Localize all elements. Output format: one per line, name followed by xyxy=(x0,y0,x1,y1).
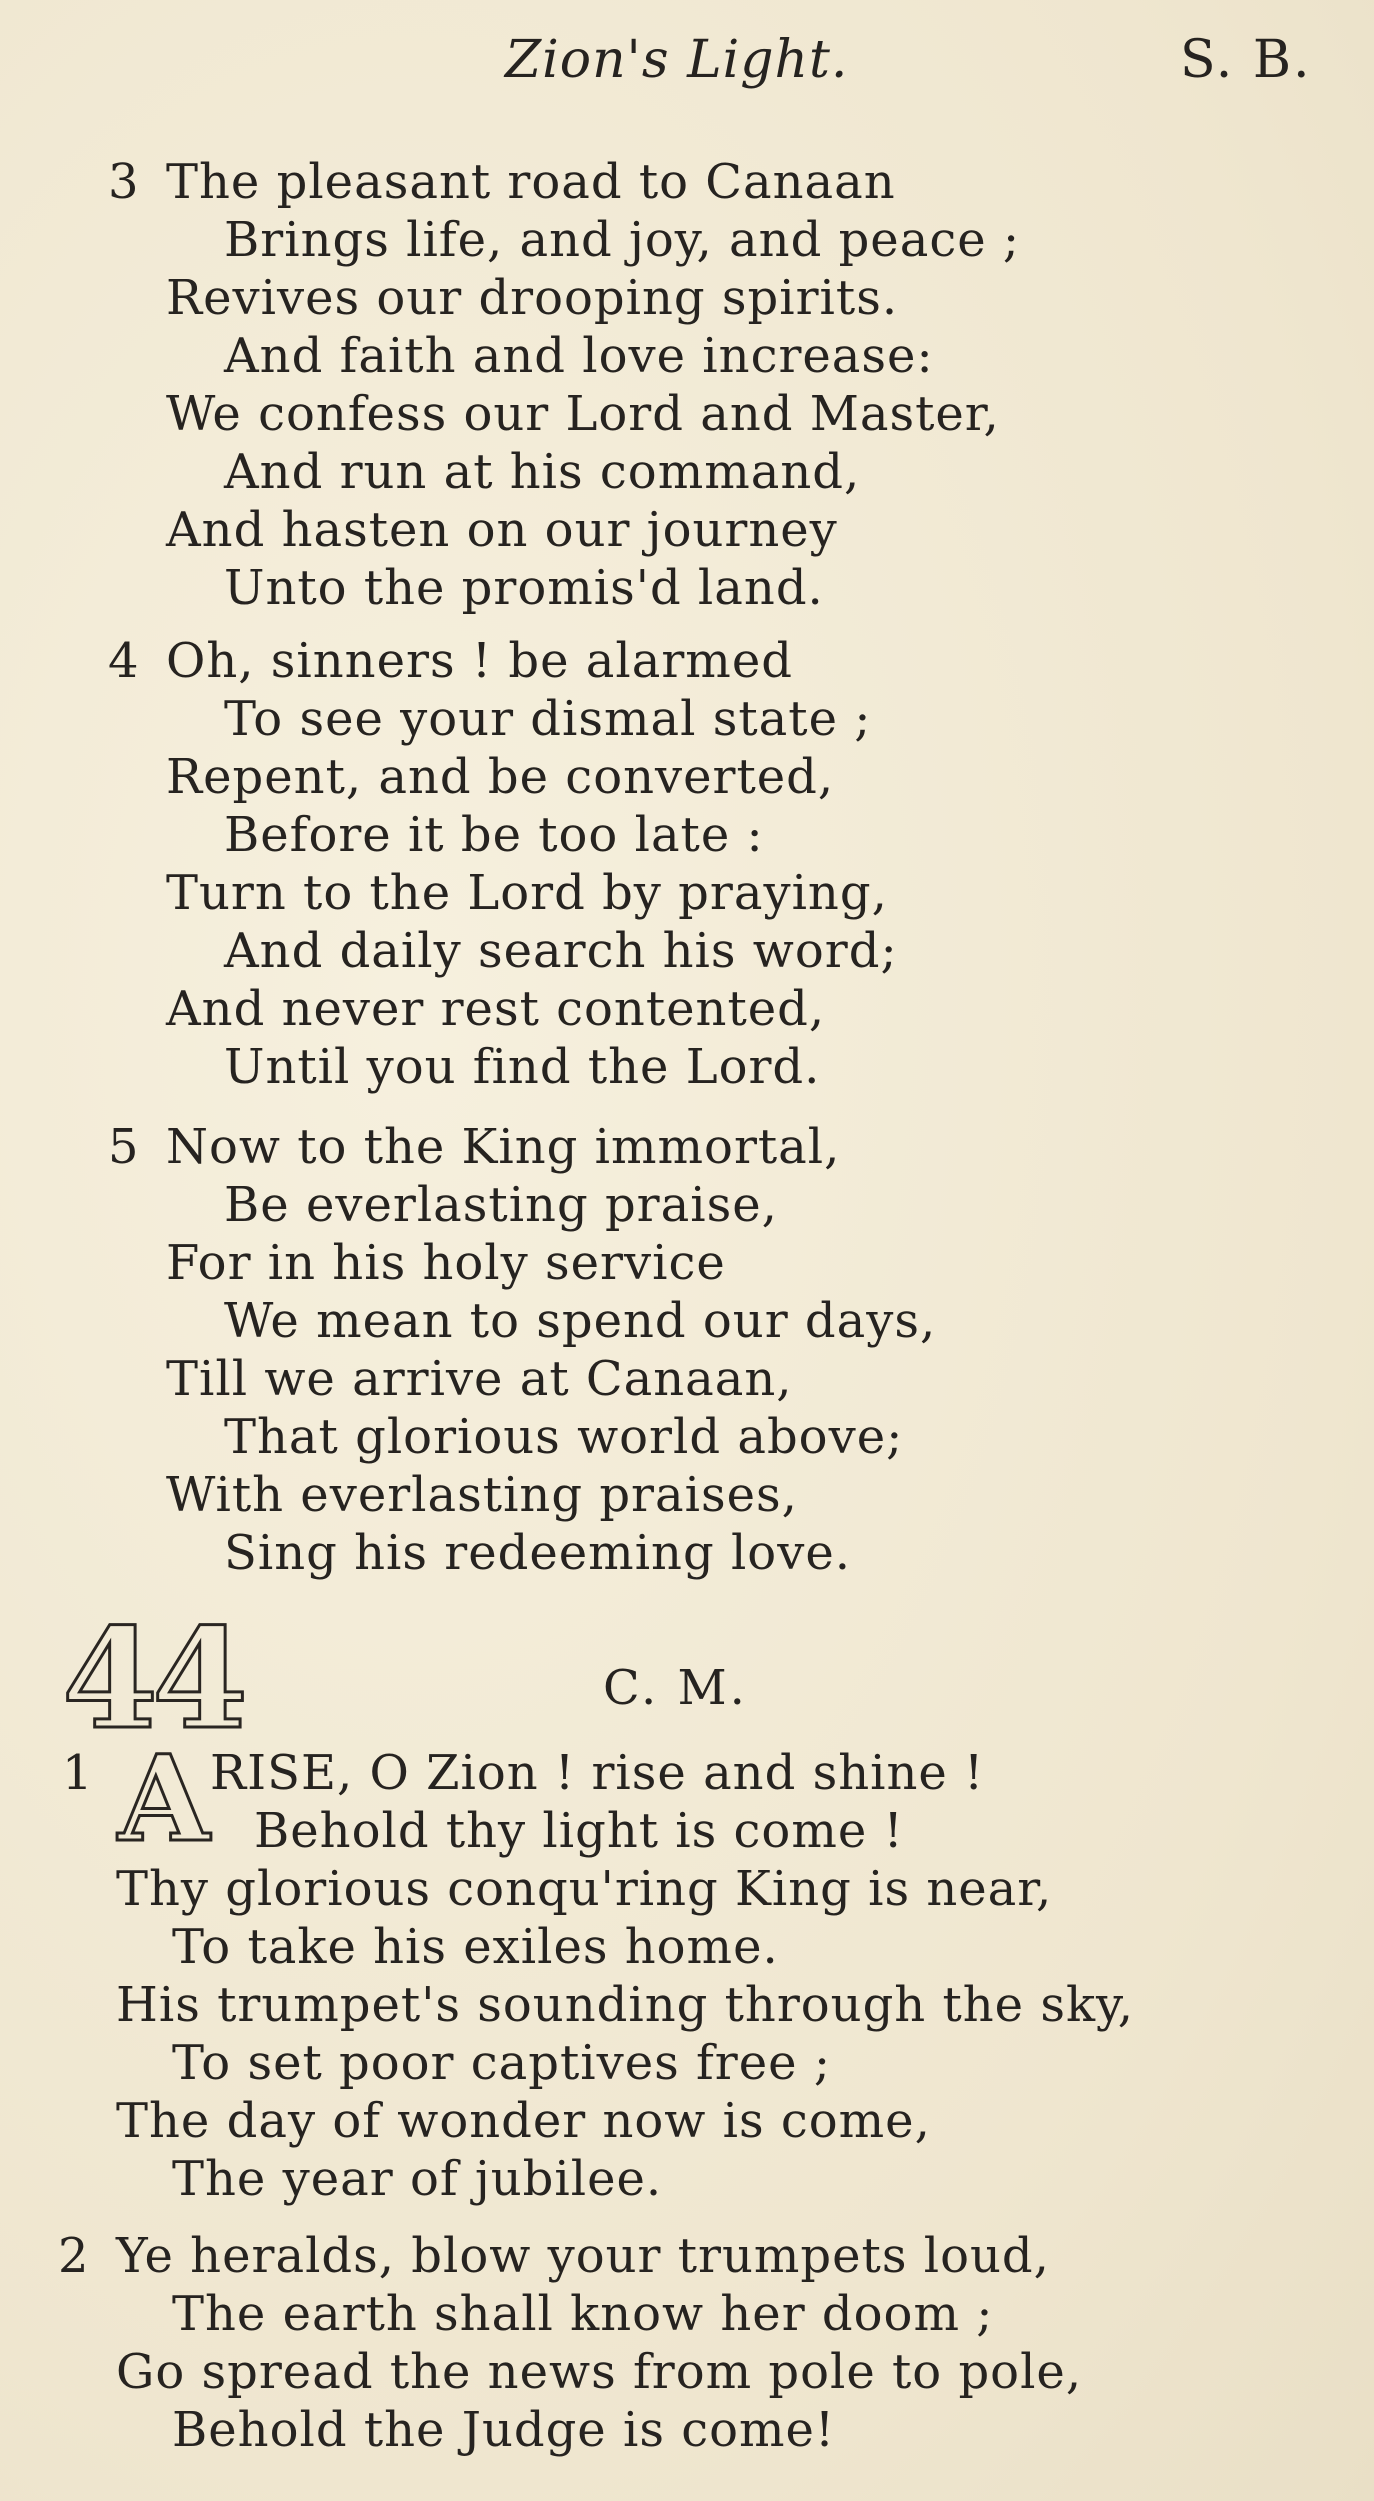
verse-line: With everlasting praises, xyxy=(166,1467,798,1523)
verse-line: Turn to the Lord by praying, xyxy=(166,865,888,921)
drop-cap: A xyxy=(118,1729,210,1868)
verse-line: Repent, and be converted, xyxy=(166,749,835,805)
verse-line: Be everlasting praise, xyxy=(224,1177,778,1233)
verse-line: Brings life, and joy, and peace ; xyxy=(224,212,1021,268)
verse-line: Behold the Judge is come! xyxy=(172,2402,836,2458)
hymn-number: 44 xyxy=(62,1597,243,1760)
verse-line: Now to the King immortal, xyxy=(166,1119,841,1175)
verse-line: And run at his command, xyxy=(224,444,861,500)
running-title: Zion's Light. xyxy=(505,30,849,90)
verse-line: To set poor captives free ; xyxy=(172,2035,831,2091)
verse-line: We mean to spend our days, xyxy=(224,1293,937,1349)
verse-line: For in his holy service xyxy=(166,1235,726,1291)
verse-line: The day of wonder now is come, xyxy=(116,2093,931,2149)
verse-line: And daily search his word; xyxy=(224,923,898,979)
verse-line: Before it be too late : xyxy=(224,807,764,863)
verse-line: Ye heralds, blow your trumpets loud, xyxy=(116,2228,1050,2284)
verse-line: Until you find the Lord. xyxy=(224,1039,821,1095)
stanza-number: 1 xyxy=(62,1745,93,1801)
verse-line: RISE, O Zion ! rise and shine ! xyxy=(210,1745,985,1801)
hymn-meter: C. M. xyxy=(603,1660,748,1716)
stanza-number: 5 xyxy=(108,1119,139,1175)
running-section-mark: S. B. xyxy=(1180,30,1312,90)
verse-line: Behold thy light is come ! xyxy=(254,1803,904,1859)
verse-line: Revives our drooping spirits. xyxy=(166,270,899,326)
verse-line: Go spread the news from pole to pole, xyxy=(116,2344,1083,2400)
verse-line: Sing his redeeming love. xyxy=(224,1525,851,1581)
stanza-number: 2 xyxy=(58,2228,89,2284)
verse-line: Till we arrive at Canaan, xyxy=(166,1351,793,1407)
verse-line: And faith and love increase: xyxy=(224,328,934,384)
stanza-number: 3 xyxy=(108,154,139,210)
verse-line: The earth shall know her doom ; xyxy=(172,2286,994,2342)
stanza-number: 4 xyxy=(108,633,139,689)
verse-line: To take his exiles home. xyxy=(172,1919,779,1975)
verse-line: The year of jubilee. xyxy=(172,2151,663,2207)
verse-line: Thy glorious conqu'ring King is near, xyxy=(116,1861,1053,1917)
verse-line: To see your dismal state ; xyxy=(224,691,872,747)
verse-line: The pleasant road to Canaan xyxy=(166,154,896,210)
verse-line: His trumpet's sounding through the sky, xyxy=(116,1977,1135,2033)
verse-line: We confess our Lord and Master, xyxy=(166,386,1000,442)
verse-line: Oh, sinners ! be alarmed xyxy=(166,633,793,689)
verse-line: Unto the promis'd land. xyxy=(224,560,824,616)
verse-line: And hasten on our journey xyxy=(166,502,838,558)
verse-line: And never rest contented, xyxy=(166,981,826,1037)
verse-line: That glorious world above; xyxy=(224,1409,904,1465)
